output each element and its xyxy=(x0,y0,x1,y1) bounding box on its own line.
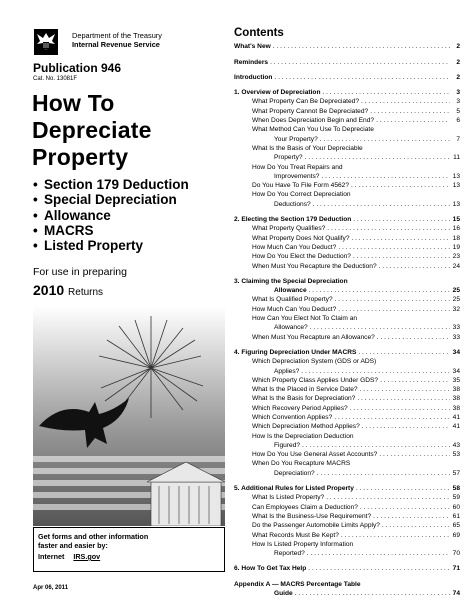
toc-entry-label: When Does Depreciation Begin and End? xyxy=(252,117,375,125)
cover-column xyxy=(0,0,226,600)
returns-label: Returns xyxy=(68,287,104,298)
toc-page-number: 24 xyxy=(452,262,460,270)
toc-leader-dots xyxy=(327,225,450,232)
bullet-item: • Section 179 Deduction xyxy=(33,177,189,192)
toc-entry-label: How Is Listed Property Information xyxy=(252,540,354,548)
toc-entry-label: What's New xyxy=(234,43,271,51)
toc-leader-dots xyxy=(362,423,450,430)
toc-entry xyxy=(234,467,460,476)
title-line: Property xyxy=(32,144,129,170)
toc-page-number: 41 xyxy=(452,413,460,421)
toc-entry-label: Which Convention Applies? xyxy=(252,413,333,421)
toc-entry xyxy=(234,548,460,557)
toc-leader-dots xyxy=(351,182,450,189)
publication-date: Apr 06, 2011 xyxy=(33,585,69,591)
toc-leader-dots xyxy=(334,414,450,421)
toc-section-entry xyxy=(234,72,460,81)
toc-entry-label: How Much Can You Deduct? xyxy=(252,243,337,251)
forms-info-line: faster and easier by: xyxy=(38,541,108,550)
toc-entry-label: Allowance? xyxy=(274,324,308,332)
toc-leader-dots xyxy=(321,173,450,180)
toc-entry-label: How Can You Elect Not To Claim an xyxy=(252,315,358,323)
toc-entry xyxy=(234,171,460,180)
internet-label: Internet xyxy=(38,552,65,561)
toc-page-number: 2 xyxy=(456,73,460,81)
title-line: Depreciate xyxy=(32,117,152,143)
toc-entry xyxy=(234,539,460,548)
toc-page-number: 71 xyxy=(452,565,460,573)
toc-page-number: 11 xyxy=(453,154,460,162)
toc-leader-dots xyxy=(360,504,450,511)
toc-entry-label: Which Recovery Period Applies? xyxy=(252,404,348,412)
toc-entry-label: 1. Overview of Depreciation xyxy=(234,89,321,97)
toc-entry xyxy=(234,96,460,105)
toc-section-entry xyxy=(234,588,460,597)
toc-leader-dots xyxy=(358,349,450,356)
toc-entry xyxy=(234,303,460,312)
toc-page-number: 13 xyxy=(452,182,460,190)
toc-entry xyxy=(234,440,460,449)
toc-page-number: 15 xyxy=(452,216,460,224)
toc-entry-label: Applies? xyxy=(274,367,300,375)
toc-entry-label: What Is Listed Property? xyxy=(252,494,325,502)
toc-page-number: 3 xyxy=(456,89,460,97)
toc-page-number: 6 xyxy=(456,117,460,125)
toc-page-number: 13 xyxy=(452,200,460,208)
toc-entry xyxy=(234,449,460,458)
toc-entry-label: What Is the Basis of Your Depreciable xyxy=(252,144,363,152)
toc-leader-dots xyxy=(326,494,450,501)
toc-page-number: 69 xyxy=(452,531,460,539)
toc-page-number: 60 xyxy=(452,503,460,511)
toc-leader-dots xyxy=(338,244,450,251)
toc-entry-label: Deductions? xyxy=(274,200,311,208)
toc-page-number: 3 xyxy=(456,98,460,106)
agency-name: Internal Revenue Service xyxy=(72,40,160,49)
toc-page-number: 65 xyxy=(452,522,460,530)
toc-entry xyxy=(234,501,460,510)
toc-page-number: 59 xyxy=(452,494,460,502)
toc-entry xyxy=(234,331,460,340)
toc-entry-label: What Property Qualifies? xyxy=(252,225,326,233)
toc-leader-dots xyxy=(305,154,450,161)
toc-page-number: 5 xyxy=(456,107,460,115)
year-number: 2010 xyxy=(33,282,65,298)
toc-leader-dots xyxy=(382,522,450,529)
toc-leader-dots xyxy=(309,287,450,294)
toc-entry-label: Which Depreciation Method Applies? xyxy=(252,423,360,431)
bullet-item-continuation: • Allowance xyxy=(33,208,189,223)
toc-leader-dots xyxy=(376,117,450,124)
forms-info-text xyxy=(38,532,148,550)
toc-entry-label: Appendix A — MACRS Percentage Table xyxy=(234,580,361,588)
toc-leader-dots xyxy=(307,550,450,557)
toc-page-number: 70 xyxy=(452,550,460,558)
toc-entry xyxy=(234,198,460,207)
toc-entry-label: Guide xyxy=(274,590,293,598)
toc-entry xyxy=(234,143,460,152)
toc-entry-label: 6. How To Get Tax Help xyxy=(234,565,307,573)
toc-leader-dots xyxy=(380,377,450,384)
toc-section-entry xyxy=(234,285,460,294)
toc-page-number: 25 xyxy=(452,287,460,295)
toc-entry xyxy=(234,458,460,467)
toc-leader-dots xyxy=(274,74,450,81)
forms-info-line: Get forms and other information xyxy=(38,532,149,541)
toc-entry-label: Allowance xyxy=(274,287,307,295)
toc-leader-dots xyxy=(313,201,450,208)
toc-leader-dots xyxy=(335,296,450,303)
toc-entry-label: What Is the Placed in Service Date? xyxy=(252,386,358,394)
title-line: How To xyxy=(32,90,115,116)
toc-leader-dots xyxy=(379,451,450,458)
toc-entry xyxy=(234,115,460,124)
toc-leader-dots xyxy=(301,368,450,375)
toc-page-number: 35 xyxy=(452,376,460,384)
toc-entry-label: What Method Can You Use To Depreciate xyxy=(252,126,374,134)
toc-page-number: 41 xyxy=(452,423,460,431)
toc-leader-dots xyxy=(379,263,450,270)
toc-page-number: 2 xyxy=(456,43,460,51)
contents-column xyxy=(234,0,460,600)
toc-entry-label: How Is the Depreciation Deduction xyxy=(252,432,354,440)
toc-leader-dots xyxy=(295,590,450,597)
toc-entry-label: Your Property? xyxy=(274,135,318,143)
toc-page-number: 33 xyxy=(452,324,460,332)
toc-entry xyxy=(234,152,460,161)
toc-entry-label: What Property Can Be Depreciated? xyxy=(252,98,360,106)
toc-entry-label: Introduction xyxy=(234,73,273,81)
toc-entry-label: Do the Passenger Automobile Limits Apply? xyxy=(252,522,380,530)
toc-page-number: 18 xyxy=(452,234,460,242)
catalog-number: Cat. No. 13081F xyxy=(33,76,78,82)
toc-page-number: 2 xyxy=(456,58,460,66)
toc-page-number: 34 xyxy=(452,348,460,356)
toc-entry xyxy=(234,356,460,365)
topic-bullets xyxy=(33,177,189,253)
toc-entry xyxy=(234,529,460,538)
toc-entry-label: What Property Cannot Be Depreciated? xyxy=(252,107,369,115)
toc-section-entry xyxy=(234,276,460,285)
toc-entry-label: How Do You Correct Depreciation xyxy=(252,191,351,199)
toc-entry-label: Reported? xyxy=(274,550,305,558)
toc-entry-label: Do You Have To File Form 4562? xyxy=(252,182,350,190)
toc-entry-label: How Do You Elect the Deduction? xyxy=(252,253,351,261)
tax-year xyxy=(33,282,103,298)
toc-page-number: 38 xyxy=(452,386,460,394)
internet-line xyxy=(38,552,100,561)
toc-entry-label: Which Depreciation System (GDS or ADS) xyxy=(252,358,377,366)
toc-entry xyxy=(234,393,460,402)
toc-section-entry xyxy=(234,563,460,572)
toc-entry-label: When Must You Recapture an Allowance? xyxy=(252,333,375,341)
toc-entry-label: What Is the Basis for Depreciation? xyxy=(252,395,356,403)
toc-entry-label: How Much Can You Deduct? xyxy=(252,305,337,313)
toc-leader-dots xyxy=(322,89,450,96)
toc-leader-dots xyxy=(377,334,450,341)
toc-page-number: 38 xyxy=(452,404,460,412)
toc-page-number: 53 xyxy=(452,451,460,459)
toc-entry-label: Improvements? xyxy=(274,172,320,180)
irs-eagle-logo-icon xyxy=(34,29,58,55)
toc-page-number: 13 xyxy=(452,172,460,180)
toc-entry-label: 2. Electing the Section 179 Deduction xyxy=(234,216,352,224)
toc-entry xyxy=(234,313,460,322)
toc-entry xyxy=(234,375,460,384)
toc-entry-label: Reminders xyxy=(234,58,269,66)
toc-entry-label: 5. Additional Rules for Listed Property xyxy=(234,485,354,493)
toc-entry xyxy=(234,384,460,393)
toc-entry xyxy=(234,421,460,430)
toc-entry xyxy=(234,402,460,411)
contents-heading: Contents xyxy=(234,27,284,39)
patriotic-illustration xyxy=(33,306,225,526)
toc-page-number: 34 xyxy=(452,367,460,375)
toc-entry xyxy=(234,105,460,114)
toc-entry-label: Property? xyxy=(274,154,303,162)
toc-entry xyxy=(234,180,460,189)
toc-section-entry xyxy=(234,578,460,587)
bullet-item: • MACRS xyxy=(33,223,189,238)
toc-page-number: 7 xyxy=(456,135,460,143)
toc-entry xyxy=(234,365,460,374)
toc-leader-dots xyxy=(317,470,450,477)
toc-page-number: 25 xyxy=(452,296,460,304)
toc-entry xyxy=(234,189,460,198)
toc-entry xyxy=(234,520,460,529)
toc-entry-label: How Do You Use General Asset Accounts? xyxy=(252,451,378,459)
toc-entry xyxy=(234,511,460,520)
toc-page-number: 74 xyxy=(452,590,460,598)
toc-entry xyxy=(234,430,460,439)
irs-gov-link[interactable]: IRS.gov xyxy=(73,552,101,561)
table-of-contents xyxy=(234,41,460,597)
toc-entry-label: When Must You Recapture the Deduction? xyxy=(252,262,377,270)
toc-leader-dots xyxy=(302,442,450,449)
toc-leader-dots xyxy=(320,136,450,143)
bullet-item: • Special Depreciation xyxy=(33,192,189,207)
toc-entry xyxy=(234,232,460,241)
toc-leader-dots xyxy=(361,98,450,105)
toc-section-entry xyxy=(234,41,460,50)
for-use-text: For use in preparing xyxy=(33,266,127,278)
toc-entry xyxy=(234,124,460,133)
toc-entry xyxy=(234,322,460,331)
toc-leader-dots xyxy=(353,253,450,260)
toc-entry-label: Which Property Class Applies Under GDS? xyxy=(252,376,379,384)
toc-leader-dots xyxy=(357,395,450,402)
toc-entry-label: What Is the Business-Use Requirement? xyxy=(252,512,372,520)
department-header xyxy=(72,31,162,49)
toc-page-number: 57 xyxy=(452,469,460,477)
toc-page-number: 33 xyxy=(452,333,460,341)
toc-entry-label: What Records Must Be Kept? xyxy=(252,531,339,539)
toc-leader-dots xyxy=(356,485,450,492)
toc-entry-label: Can Employees Claim a Deduction? xyxy=(252,503,358,511)
toc-leader-dots xyxy=(350,405,450,412)
toc-leader-dots xyxy=(270,59,450,66)
toc-entry xyxy=(234,223,460,232)
toc-page-number: 23 xyxy=(452,253,460,261)
toc-page-number: 43 xyxy=(452,441,460,449)
toc-section-entry xyxy=(234,87,460,96)
bullet-item: • Listed Property xyxy=(33,238,189,253)
toc-entry-label: Figured? xyxy=(274,441,301,449)
publication-number: Publication 946 xyxy=(33,61,122,75)
toc-leader-dots xyxy=(273,43,450,50)
toc-page-number: 32 xyxy=(452,305,460,313)
toc-leader-dots xyxy=(373,513,450,520)
toc-entry-label: When Do You Recapture MACRS xyxy=(252,460,351,468)
toc-section-entry xyxy=(234,347,460,356)
toc-entry-label: How Do You Treat Repairs and xyxy=(252,163,343,171)
publication-title xyxy=(32,90,152,171)
toc-leader-dots xyxy=(351,235,450,242)
department-name: Department of the Treasury xyxy=(72,31,162,40)
toc-entry xyxy=(234,260,460,269)
toc-section-entry xyxy=(234,214,460,223)
toc-entry xyxy=(234,133,460,142)
toc-page-number: 19 xyxy=(452,243,460,251)
toc-entry-label: 4. Figuring Depreciation Under MACRS xyxy=(234,348,357,356)
toc-leader-dots xyxy=(360,386,450,393)
toc-leader-dots xyxy=(353,216,450,223)
toc-leader-dots xyxy=(310,324,450,331)
toc-leader-dots xyxy=(338,306,450,313)
toc-entry-label: 3. Claiming the Special Depreciation xyxy=(234,277,348,285)
toc-leader-dots xyxy=(370,108,450,115)
toc-section-entry xyxy=(234,483,460,492)
toc-entry-label: Depreciation? xyxy=(274,469,315,477)
toc-page-number: 16 xyxy=(452,225,460,233)
toc-page-number: 38 xyxy=(452,395,460,403)
toc-page-number: 61 xyxy=(452,512,460,520)
toc-entry xyxy=(234,251,460,260)
toc-section-entry xyxy=(234,56,460,65)
forms-info-box xyxy=(33,527,225,572)
toc-leader-dots xyxy=(341,532,450,539)
toc-entry-label: What Is Qualified Property? xyxy=(252,296,333,304)
toc-entry-label: What Property Does Not Qualify? xyxy=(252,234,350,242)
toc-entry xyxy=(234,242,460,251)
toc-leader-dots xyxy=(308,565,450,572)
toc-page-number: 58 xyxy=(452,485,460,493)
toc-entry xyxy=(234,294,460,303)
toc-entry xyxy=(234,412,460,421)
toc-entry xyxy=(234,492,460,501)
toc-entry xyxy=(234,161,460,170)
